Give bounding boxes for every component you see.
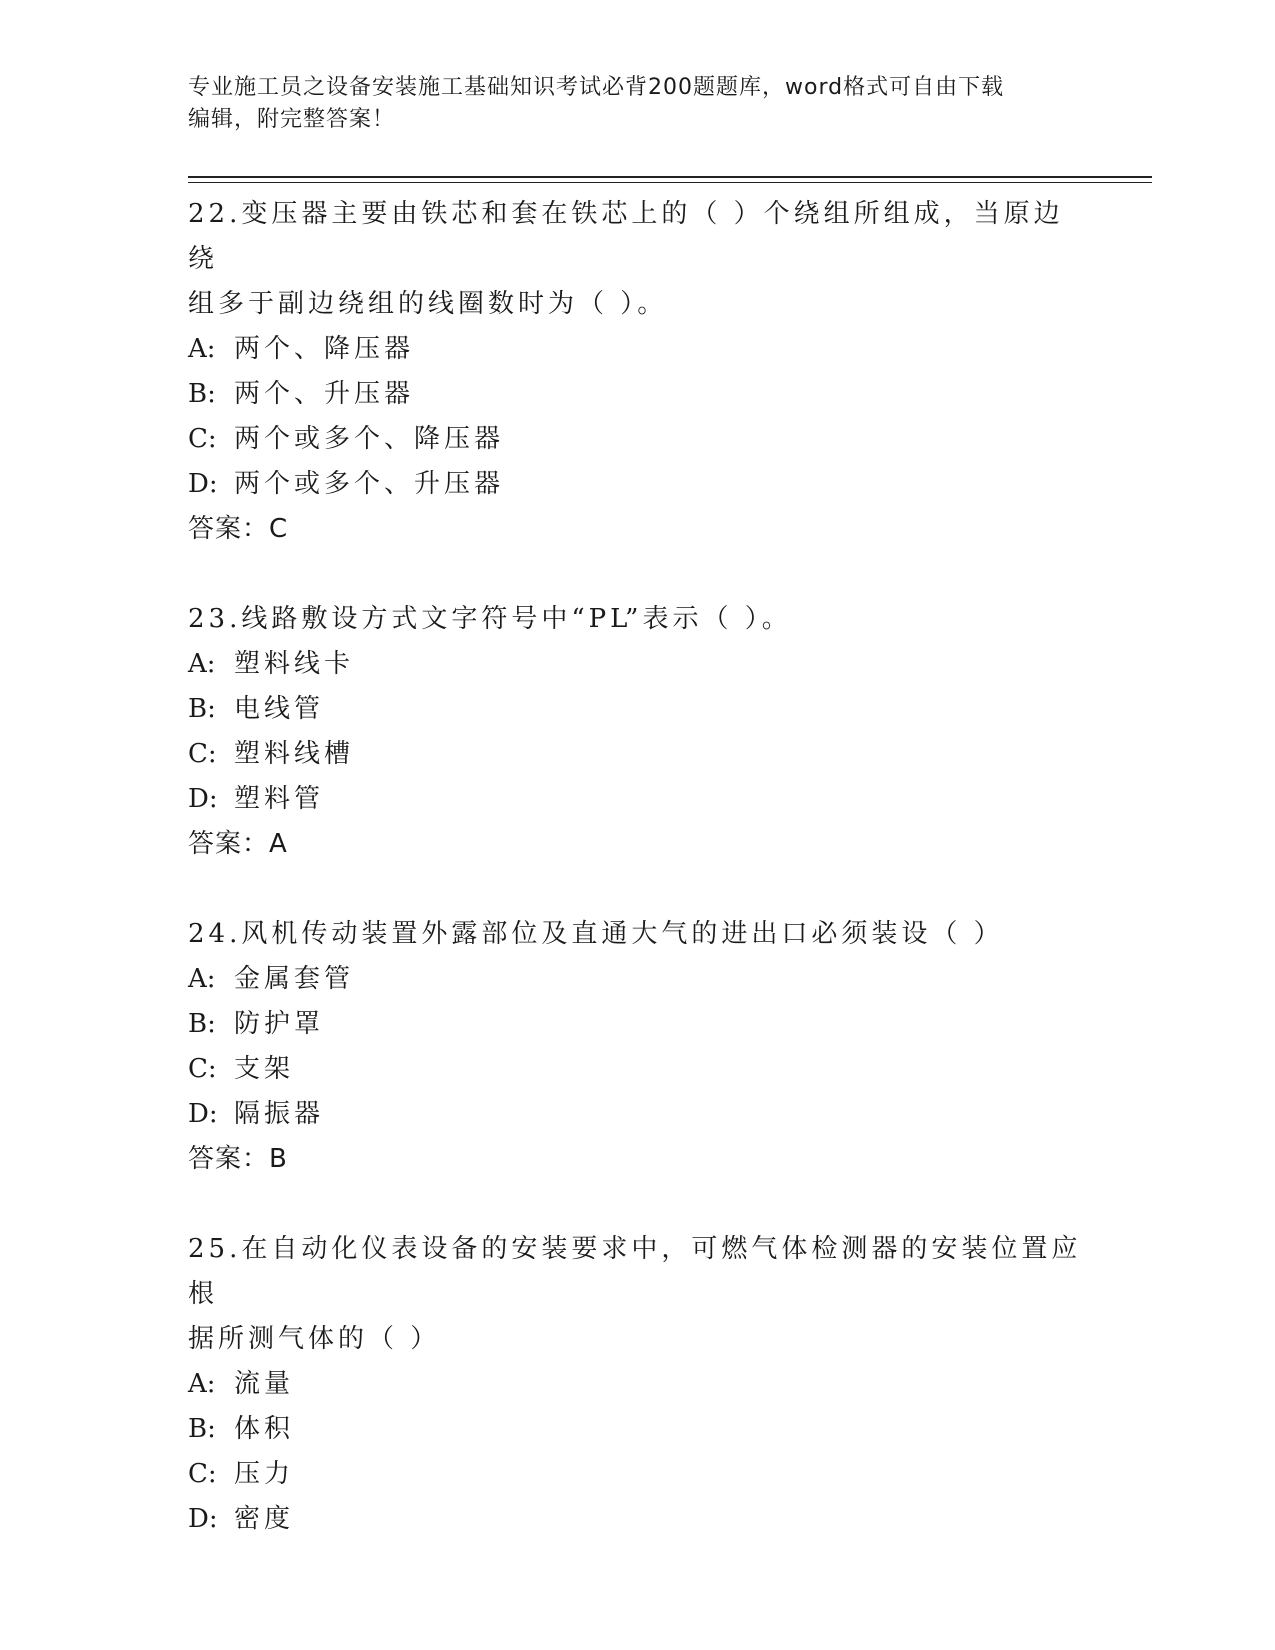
option-text: 两个、升压器: [234, 379, 415, 409]
option-text: 流量: [234, 1369, 295, 1399]
option-letter: D:: [188, 1099, 218, 1129]
option-d: [188, 1497, 1088, 1542]
option-text: 隔振器: [234, 1099, 325, 1129]
option-d: [188, 777, 1088, 822]
option-text: 两个、降压器: [234, 334, 415, 364]
option-d: [188, 1092, 1088, 1137]
option-text: 两个或多个、升压器: [234, 469, 505, 499]
header-divider-thick: [188, 176, 1152, 178]
option-text: 防护罩: [234, 1009, 325, 1039]
option-a: [188, 642, 1088, 687]
header-divider-thin: [188, 182, 1152, 183]
option-letter: C:: [188, 424, 217, 454]
question-text-line: 组多于副边绕组的线圈数时为（ ）。: [188, 289, 668, 319]
option-text: 密度: [234, 1504, 295, 1534]
question-text-line: 据所测气体的（ ）: [188, 1324, 441, 1354]
option-letter: A:: [188, 964, 216, 994]
option-text: 塑料管: [234, 784, 325, 814]
option-b: [188, 687, 1088, 732]
document-header: [188, 72, 1068, 136]
question-23: [188, 597, 1088, 867]
option-letter: B:: [188, 1414, 216, 1444]
option-text: 塑料线卡: [234, 649, 355, 679]
question-text-line: 23.线路敷设方式文字符号中“PL”表示（ ）。: [188, 604, 792, 634]
answer-line: 答案：A: [188, 829, 288, 859]
option-letter: D:: [188, 469, 218, 499]
question-24: [188, 912, 1088, 1182]
question-22: [188, 192, 1088, 552]
option-c: [188, 1047, 1088, 1092]
option-c: [188, 1452, 1088, 1497]
option-letter: A:: [188, 1369, 216, 1399]
answer-line: 答案：B: [188, 1144, 288, 1174]
answer-line: 答案：C: [188, 514, 289, 544]
option-a: [188, 957, 1088, 1002]
option-b: [188, 1407, 1088, 1452]
option-letter: B:: [188, 379, 216, 409]
header-line-2: 编辑，附完整答案！: [188, 107, 396, 132]
question-list: [188, 192, 1088, 1587]
option-letter: B:: [188, 1009, 216, 1039]
question-text-line: 24.风机传动装置外露部位及直通大气的进出口必须装设（ ）: [188, 919, 1004, 949]
option-text: 电线管: [234, 694, 325, 724]
option-c: [188, 732, 1088, 777]
header-line-1: 专业施工员之设备安装施工基础知识考试必背200题题库，word格式可自由下载: [188, 75, 1005, 100]
option-c: [188, 417, 1088, 462]
option-b: [188, 372, 1088, 417]
option-text: 塑料线槽: [234, 739, 355, 769]
option-letter: D:: [188, 784, 218, 814]
option-d: [188, 462, 1088, 507]
option-letter: C:: [188, 739, 217, 769]
option-b: [188, 1002, 1088, 1047]
option-text: 金属套管: [234, 964, 355, 994]
question-25: [188, 1227, 1088, 1542]
option-a: [188, 327, 1088, 372]
question-text-line: 22.变压器主要由铁芯和套在铁芯上的（ ）个绕组所组成，当原边绕: [188, 199, 1064, 274]
option-letter: C:: [188, 1054, 217, 1084]
option-letter: B:: [188, 694, 216, 724]
option-letter: A:: [188, 334, 216, 364]
option-a: [188, 1362, 1088, 1407]
option-letter: C:: [188, 1459, 217, 1489]
option-letter: D:: [188, 1504, 218, 1534]
option-text: 两个或多个、降压器: [234, 424, 505, 454]
option-text: 体积: [234, 1414, 295, 1444]
option-letter: A:: [188, 649, 216, 679]
option-text: 压力: [234, 1459, 295, 1489]
option-text: 支架: [234, 1054, 295, 1084]
question-text-line: 25.在自动化仪表设备的安装要求中，可燃气体检测器的安装位置应根: [188, 1234, 1082, 1309]
